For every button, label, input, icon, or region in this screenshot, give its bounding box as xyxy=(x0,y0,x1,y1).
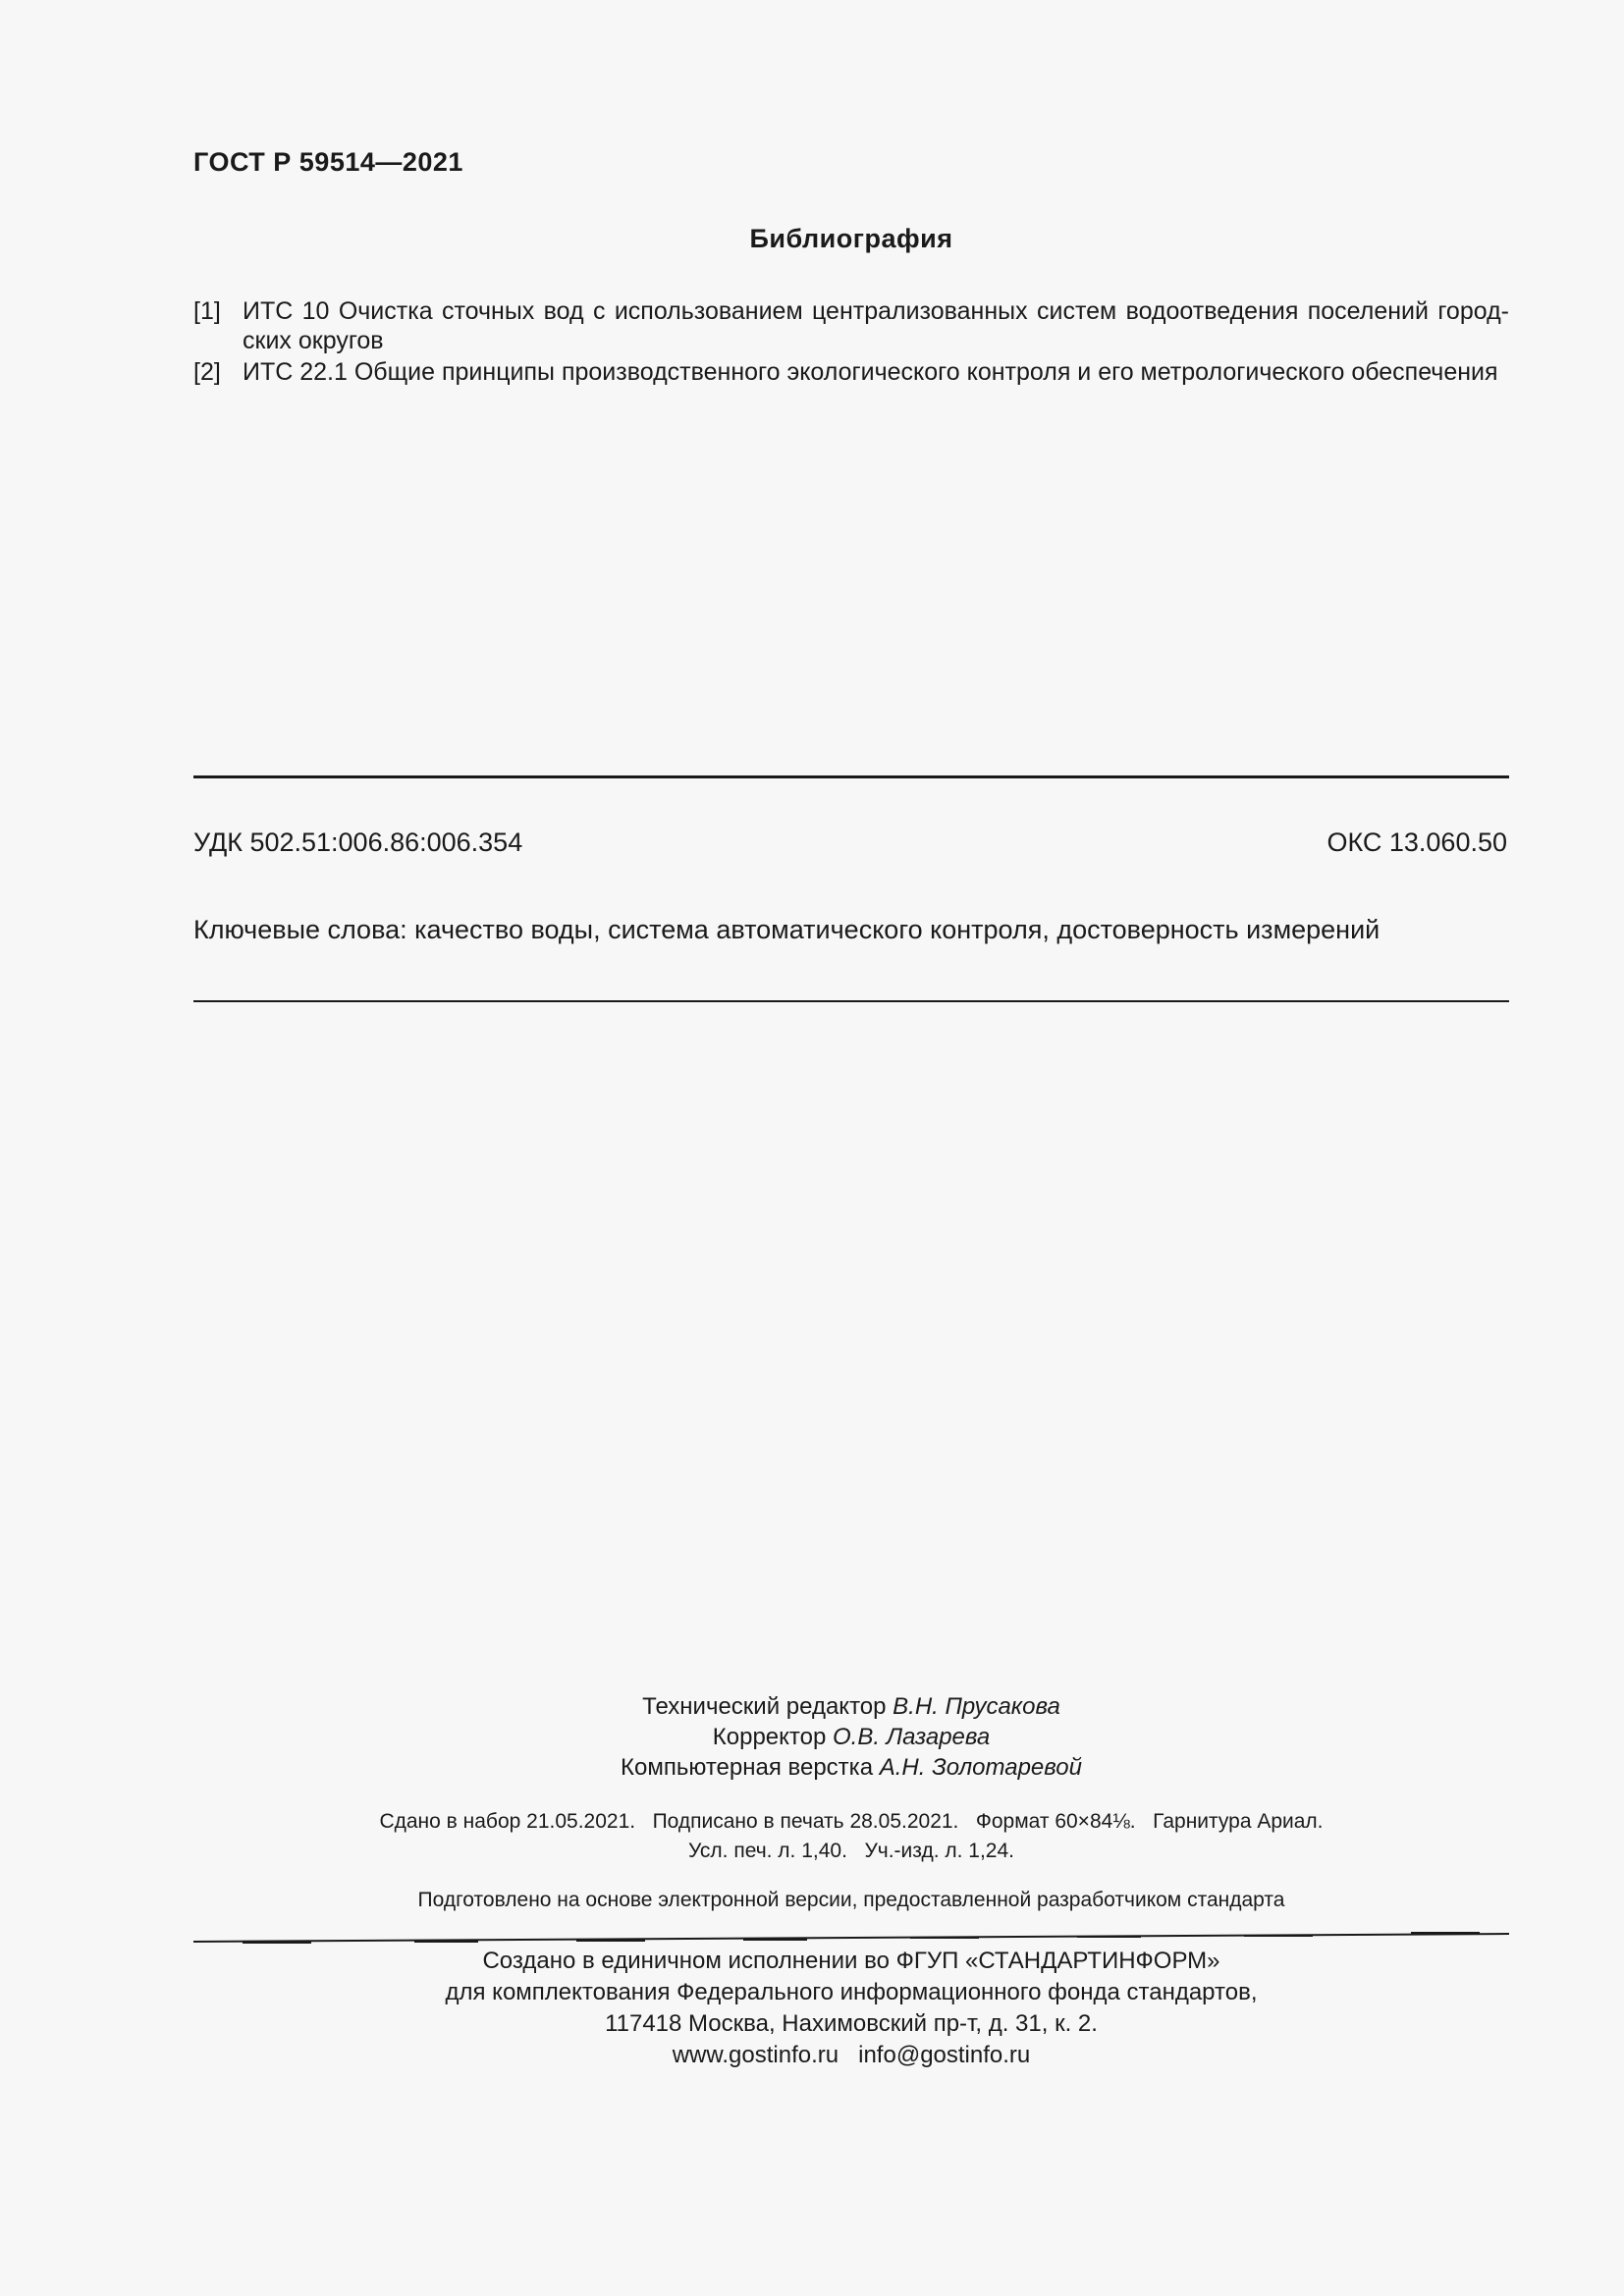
oks-code: ОКС 13.060.50 xyxy=(1326,828,1507,857)
divider-top xyxy=(193,775,1509,778)
credit-name: А.Н. Золотаревой xyxy=(879,1754,1082,1781)
footer-divider xyxy=(193,1924,1509,1946)
credit-tech-editor xyxy=(0,1691,1624,1722)
bibliography-item-number: [2] xyxy=(193,358,221,386)
footer-line-3: 117418 Москва, Нахимовский пр-т, д. 31, к. 2. xyxy=(605,2010,1098,2037)
prepared-note: Подготовлено на основе электронной версии, предоставленной разработчиком стандарта xyxy=(417,1889,1285,1911)
footer-line-2: для комплектования Федерального информационного фонда стандартов, xyxy=(445,1979,1258,2005)
bibliography-item xyxy=(193,357,1509,387)
keywords: Ключевые слова: качество воды, система автоматического контроля, достоверность измерений xyxy=(193,915,1380,944)
bibliography-item xyxy=(193,296,1509,355)
publication-details-line-1: Сдано в набор 21.05.2021. Подписано в печать 28.05.2021. Формат 60×84⅛. Гарнитура Ариал. xyxy=(379,1810,1324,1833)
credit-name: В.Н. Прусакова xyxy=(893,1693,1060,1720)
credit-corrector xyxy=(0,1722,1624,1752)
credit-layout xyxy=(0,1752,1624,1783)
udc-code: УДК 502.51:006.86:006.354 xyxy=(193,828,523,857)
bibliography-item-text: ИТС 10 Очистка сточных вод с использованием централизованных систем водоотведения поселений город-ских округов xyxy=(243,297,1509,354)
credit-name: О.В. Лазарева xyxy=(833,1724,991,1750)
bibliography-item-text: ИТС 22.1 Общие принципы производственного экологического контроля и его метрологического обеспечения xyxy=(243,358,1498,386)
document-code: ГОСТ Р 59514—2021 xyxy=(193,147,463,177)
publication-details-line-2: Усл. печ. л. 1,40. Уч.-изд. л. 1,24. xyxy=(687,1840,1014,1862)
credit-label: Технический редактор xyxy=(642,1693,887,1720)
footer-line-1: Создано в единичном исполнении во ФГУП «СТАНДАРТИНФОРМ» xyxy=(482,1948,1220,1974)
divider-middle xyxy=(193,1000,1509,1002)
bibliography-item-number: [1] xyxy=(193,297,221,325)
footer-contacts: www.gostinfo.ru info@gostinfo.ru xyxy=(672,2042,1031,2068)
bibliography-title: Библиография xyxy=(749,224,953,253)
credit-label: Компьютерная верстка xyxy=(621,1754,874,1781)
credit-label: Корректор xyxy=(712,1724,827,1750)
